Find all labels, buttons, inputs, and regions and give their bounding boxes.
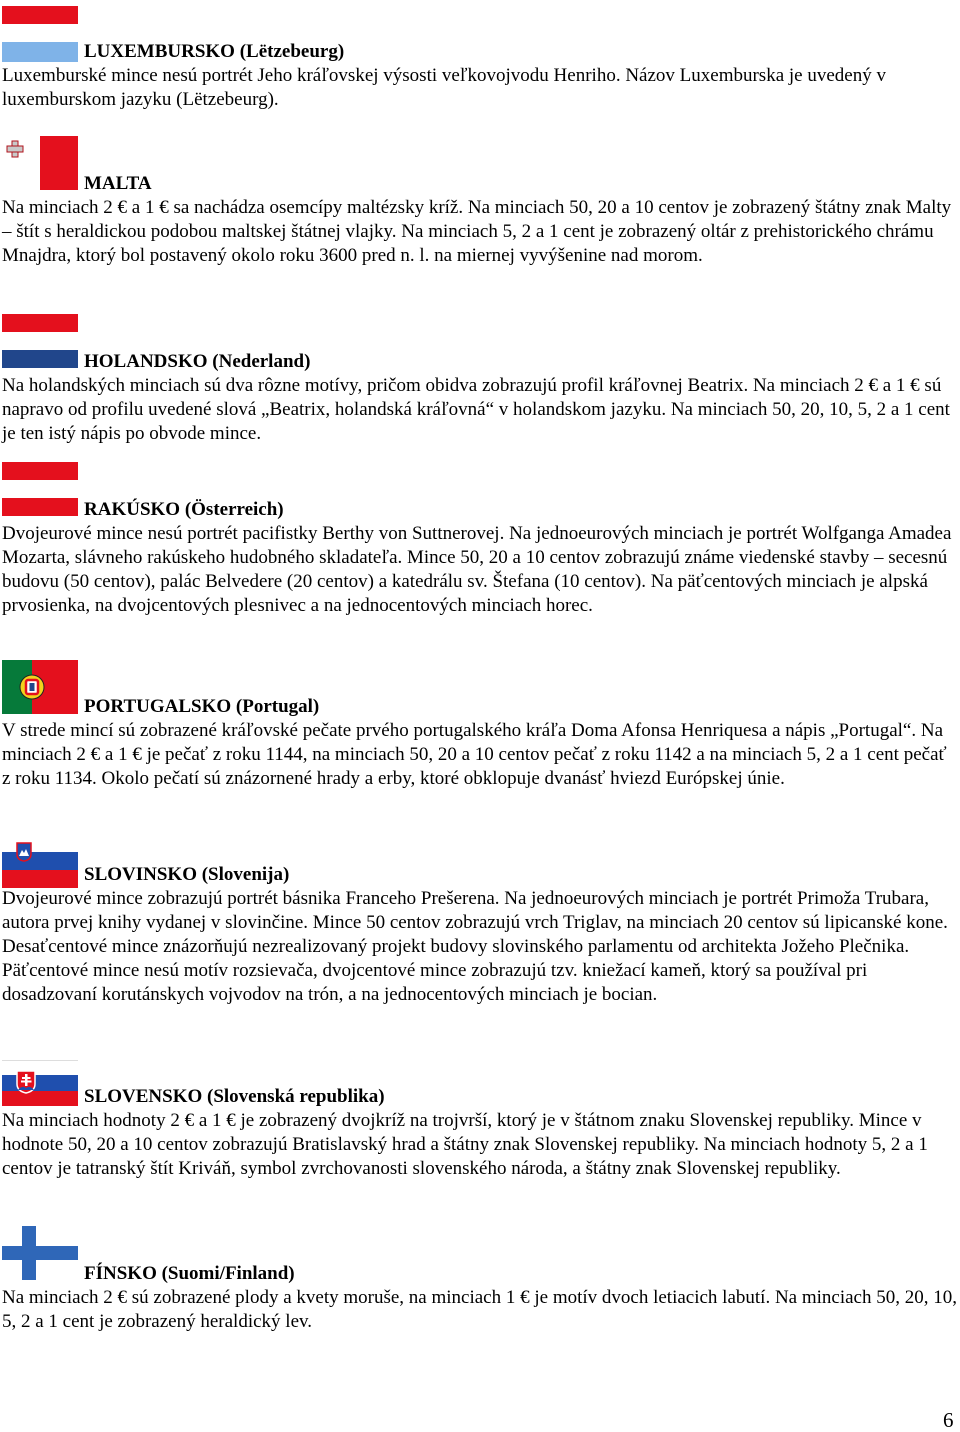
- page-number: 6: [943, 1408, 954, 1432]
- malta-flag: [2, 136, 78, 190]
- text-finsko: Na minciach 2 € sú zobrazené plody a kvety moruše, na minciach 1 € je motív dvoch letiacich labutí. Na minciach 50, 20, 10, 5, 2 a 1 cent je zobrazený heraldický lev.: [2, 1287, 957, 1332]
- portugal-coat-of-arms-icon: [19, 674, 45, 700]
- finland-flag: [2, 1226, 78, 1280]
- heading-malta: MALTA: [84, 173, 152, 194]
- text-rakusko: Dvojeurové mince nesú portrét pacifistky Berthy von Suttnerovej. Na jednoeurových minciach je portrét Wolfganga Amadea Mozarta, slávneho rakúskeho hudobného skladateľa. Mince 50, 20 a 10 centov zobrazujú známe viedenské stavby – secesnú budovu (50 centov), palác Belvedere (20 centov) a katedrálu sv. Štefana (10 centov). Na päťcentových minciach je alpská prvosienka, na dvojcentových plesnivec a na jednocentových minciach horec.: [2, 523, 952, 616]
- text-malta: Na minciach 2 € a 1 € sa nachádza osemcípy maltézsky kríž. Na minciach 50, 20 a 10 centov je zobrazený štátny znak Malty – štít s heraldickou podobou maltskej štátnej vlajky. Na minciach 5, 2 a 1 cent je zobrazený oltár z prehistorického chrámu Mnajdra, ktorý bol postavený okolo roku 3600 pred n. l. na miernej vyvýšenine nad morom.: [2, 197, 952, 266]
- heading-portugalsko: PORTUGALSKO (Portugal): [84, 696, 320, 717]
- austria-flag: [2, 462, 78, 516]
- text-slovinsko: Dvojeurové mince zobrazujú portrét básnika Franceho Prešerena. Na jednoeurových minciach je portrét Primoža Trubara, autora prvej knihy vydanej v slovinčine. Mince 50 centov zobrazujú vrch Triglav, na minciach 20 centov sú lipicanské kone. Desaťcentové mince znázorňujú nezrealizovaný projekt budovy slovinského parlamentu od architekta Jožeho Plečnika. Päťcentové mince nesú motív rozsievača, dvojcentové mince zobrazujú tzv. kniežací kameň, ktorý sa používal pri dosadzovaní korutánskych vojvodov na trón, a na jednocentových minciach je bocian.: [2, 888, 948, 1005]
- heading-rakusko: RAKÚSKO (Österreich): [84, 499, 284, 520]
- heading-finsko: FÍNSKO (Suomi/Finland): [84, 1263, 295, 1284]
- slovenia-flag: [2, 834, 78, 888]
- text-slovensko: Na minciach hodnoty 2 € a 1 € je zobrazený dvojkríž na trojvrší, ktorý je v štátnom znaku Slovenskej republiky. Mince v hodnote 50, 20 a 10 centov zobrazujú Bratislavský hrad a štátny znak Slovenskej republiky. Na minciach hodnoty 5, 2 a 1 centov je tatranský štít Kriváň, symbol zvrchovanosti slovenského národa, a štátny znak Slovenskej republiky.: [2, 1110, 928, 1179]
- heading-holandsko: HOLANDSKO (Nederland): [84, 351, 311, 372]
- george-cross-icon: [6, 140, 24, 158]
- slovakia-flag: [2, 1060, 78, 1106]
- slovenia-coat-of-arms-icon: [16, 842, 32, 862]
- portugal-flag: [2, 660, 78, 714]
- text-portugalsko: V strede mincí sú zobrazené kráľovské pečate prvého portugalského kráľa Doma Afonsa Henriquesa a nápis „Portugal“. Na minciach 2 € a 1 € je pečať z roku 1144, na minciach 50, 20 a 10 centov pečať z roku 1142 a na minciach 5, 2 a 1 cent pečať z roku 1134. Okolo pečatí sú znázornené hrady a erby, ktoré obklopuje dvanásť hviezd Európskej únie.: [2, 720, 947, 789]
- slovakia-coat-of-arms-icon: [16, 1070, 36, 1094]
- text-luxembursko: Luxemburské mince nesú portrét Jeho kráľovskej výsosti veľkovojvodu Henriho. Názov Luxemburska je uvedený v luxemburskom jazyku (Lëtzebeurg).: [2, 65, 886, 110]
- netherlands-flag: [2, 314, 78, 368]
- heading-slovensko: SLOVENSKO (Slovenská republika): [84, 1086, 385, 1107]
- luxembourg-flag: [2, 0, 78, 62]
- text-holandsko: Na holandských minciach sú dva rôzne motívy, pričom obidva zobrazujú profil kráľovnej Beatrix. Na minciach 2 € a 1 € sú napravo od profilu uvedené slová „Beatrix, holandská kráľovná“ v holandskom jazyku. Na minciach 50, 20, 10, 5, 2 a 1 cent je ten istý nápis po obvode mince.: [2, 375, 950, 444]
- heading-slovinsko: SLOVINSKO (Slovenija): [84, 864, 290, 885]
- heading-luxembursko: LUXEMBURSKO (Lëtzebeurg): [84, 41, 345, 62]
